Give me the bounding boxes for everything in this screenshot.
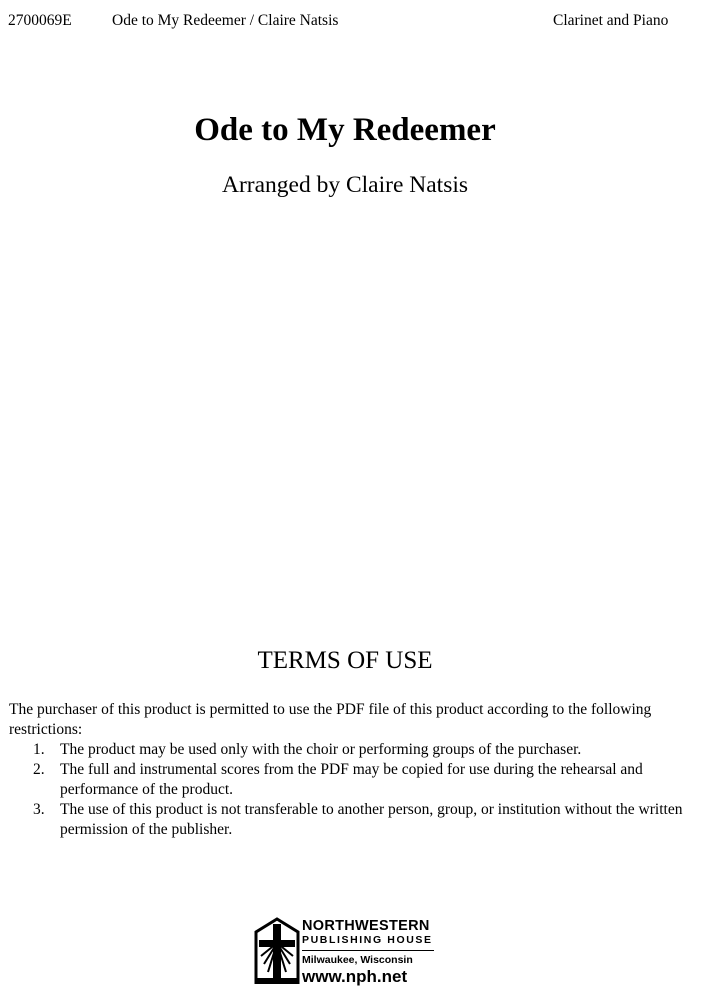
- terms-item-text: The use of this product is not transferable to another person, group, or institution without the written permission of the publisher.: [60, 801, 683, 838]
- publisher-name-line2: PUBLISHING HOUSE: [302, 934, 433, 946]
- publisher-divider: [302, 950, 434, 951]
- terms-heading: TERMS OF USE: [257, 647, 433, 674]
- publisher-logo-text: [302, 918, 439, 986]
- terms-item-text: The product may be used only with the choir or performing groups of the purchaser.: [60, 741, 582, 758]
- terms-item: [0, 740, 700, 760]
- terms-intro: The purchaser of this product is permitted to use the PDF file of this product according to the following restrictions:: [9, 701, 652, 738]
- terms-item-number: 3.: [33, 801, 45, 818]
- terms-list: [0, 740, 700, 840]
- page-title: Ode to My Redeemer: [194, 112, 496, 148]
- publisher-name-line1: NORTHWESTERN: [302, 918, 430, 934]
- arranger-subtitle: Arranged by Claire Natsis: [221, 172, 469, 198]
- church-cross-logo-icon: [253, 916, 301, 986]
- terms-item: [0, 800, 700, 840]
- publisher-url: www.nph.net: [302, 967, 408, 986]
- terms-item: [0, 760, 700, 800]
- header-product-code: 2700069E: [8, 12, 72, 29]
- publisher-location: Milwaukee, Wisconsin: [302, 954, 413, 966]
- terms-item-number: 1.: [33, 741, 45, 758]
- terms-item-number: 2.: [33, 761, 45, 778]
- header-instrumentation: Clarinet and Piano: [553, 12, 669, 29]
- terms-item-text: The full and instrumental scores from the PDF may be copied for use during the rehearsal and performance of the product.: [60, 761, 643, 798]
- publisher-logo: [253, 916, 439, 988]
- header-title-composer: Ode to My Redeemer / Claire Natsis: [112, 12, 339, 29]
